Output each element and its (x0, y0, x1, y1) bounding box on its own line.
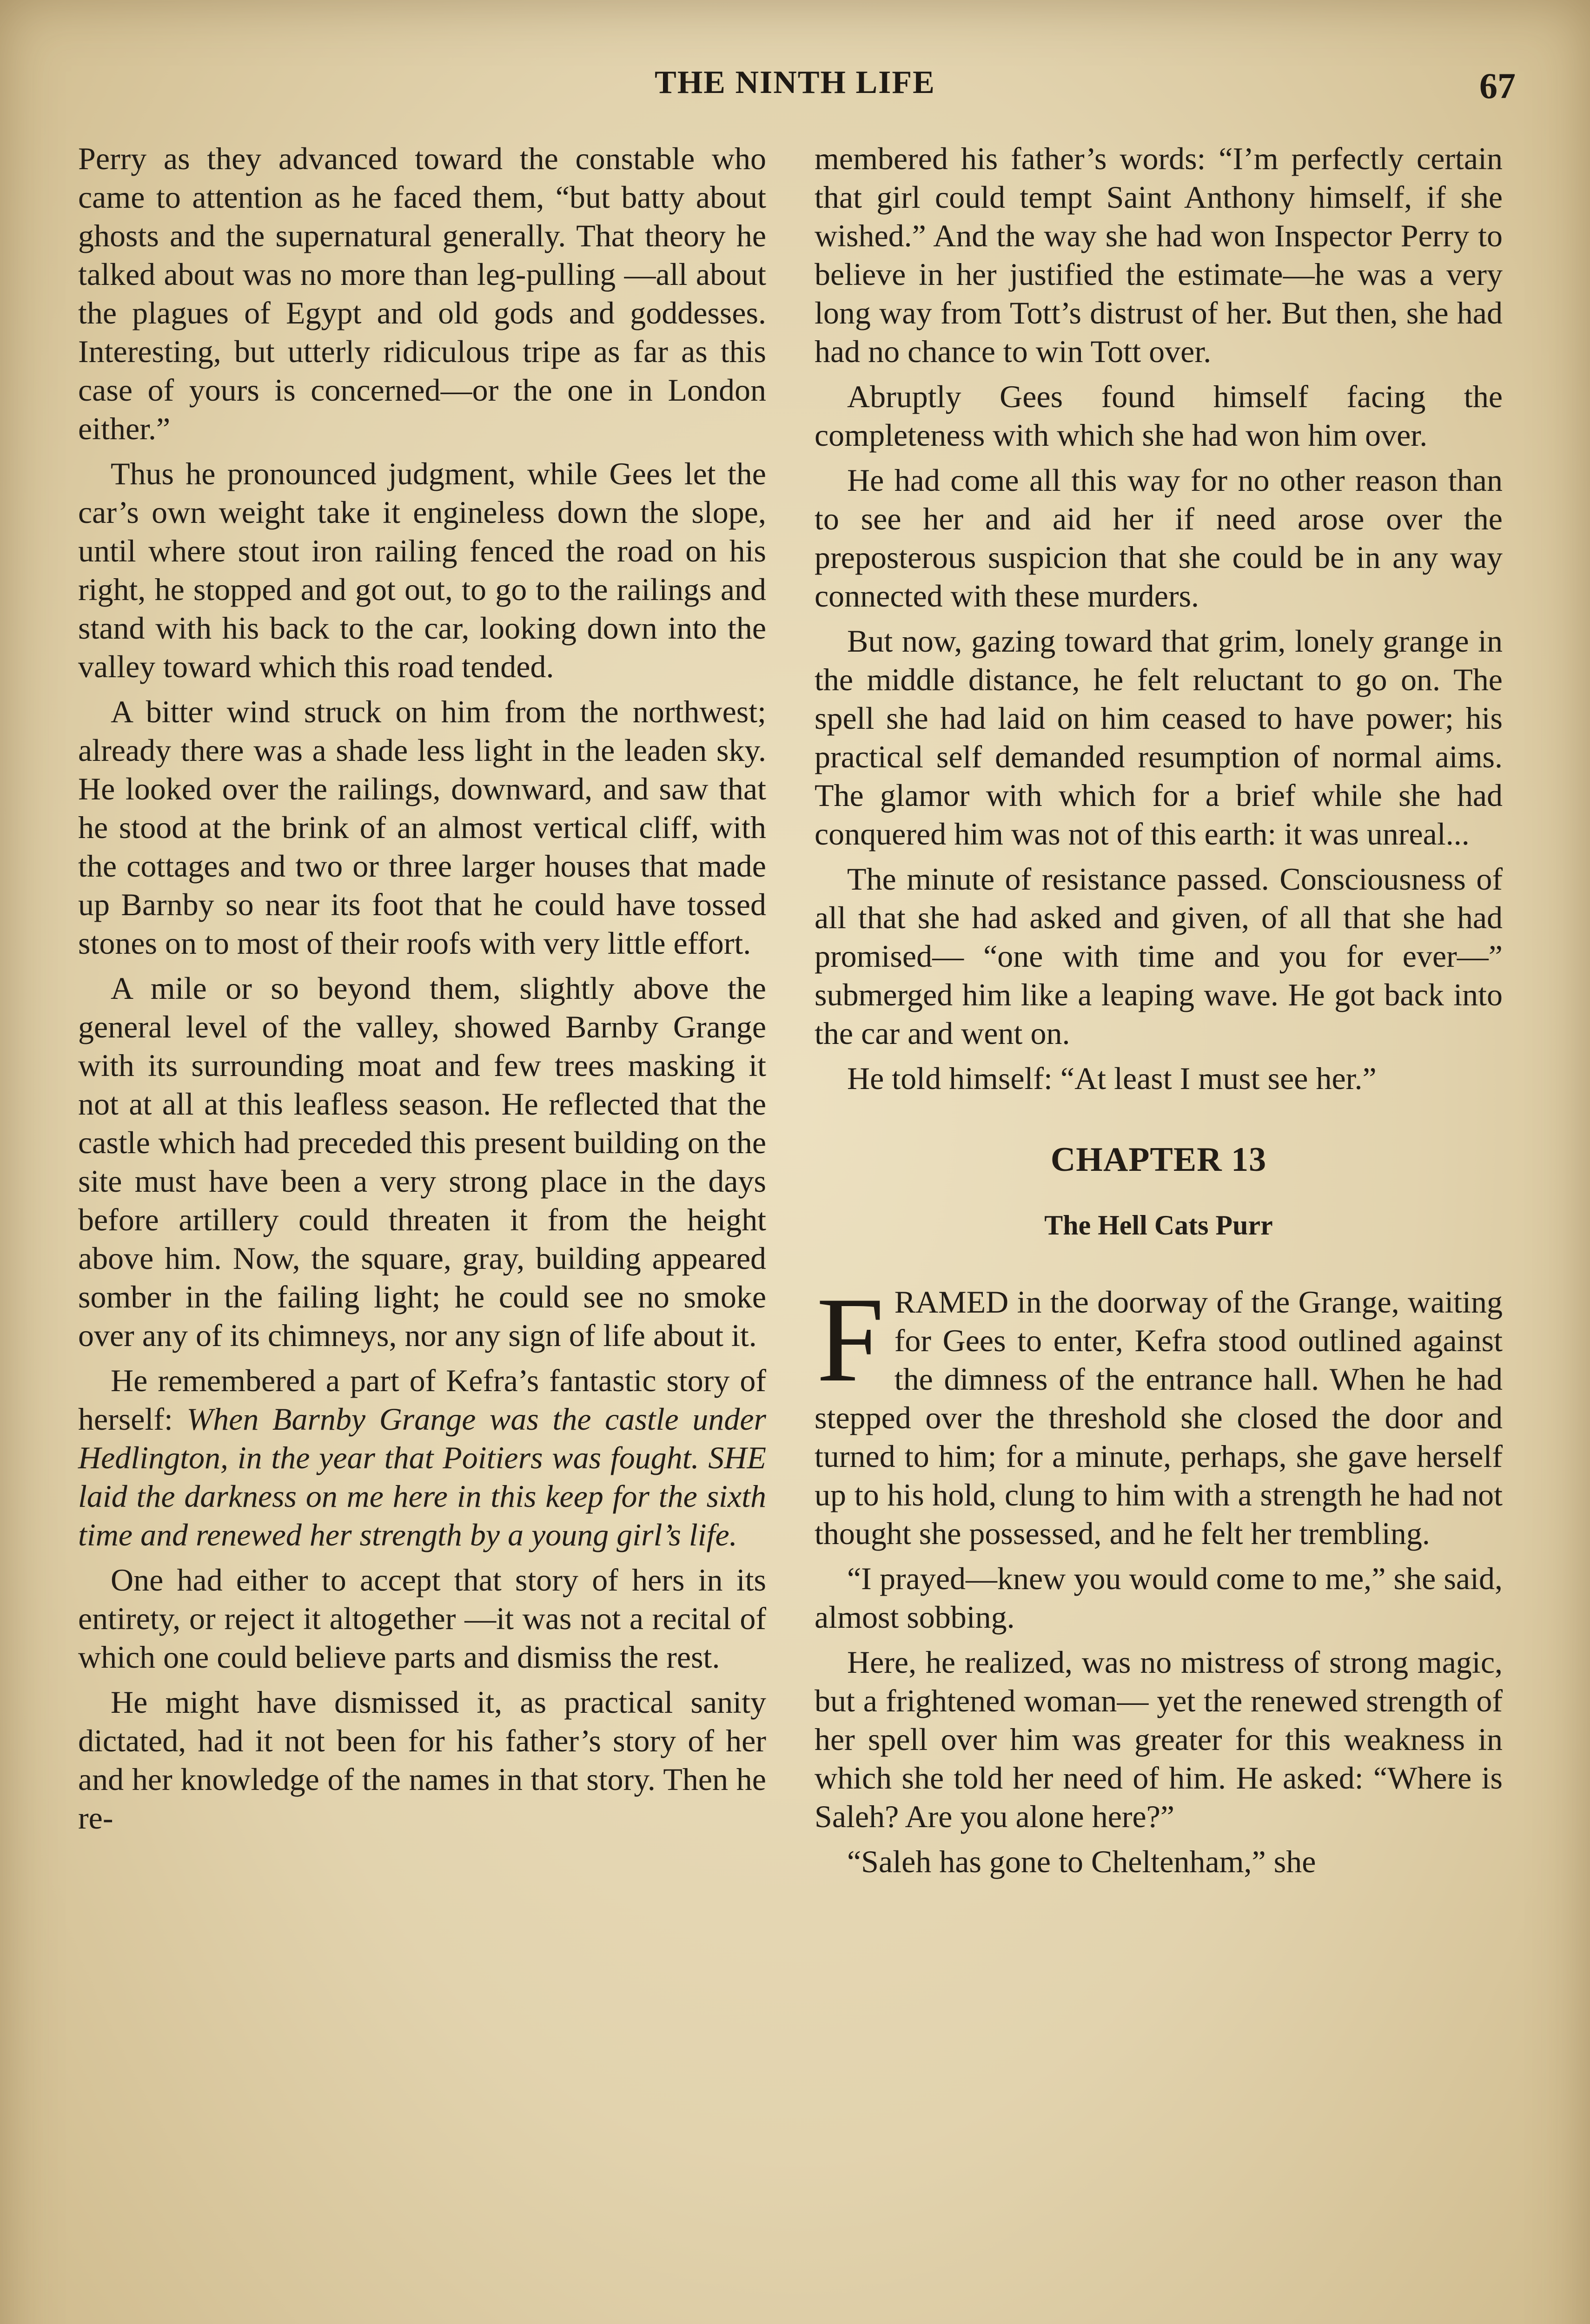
paragraph: “I prayed—knew you would come to me,” she said, almost sobbing. (815, 1561, 1503, 1635)
paragraph: Perry as they advanced toward the constable who came to attention as he faced them, “but batty about ghosts and the supernatural generally. That theory he talked about was no more than leg-pulling —all about the plagues of Egypt and old gods and goddesses. Interesting, but utterly ridiculous tripe as far as this case of yours is concerned—or the one in London either.” (78, 141, 766, 446)
chapter-subtitle: The Hell Cats Purr (1044, 1210, 1273, 1241)
paragraph: But now, gazing toward that grim, lonely grange in the middle distance, he felt reluctant to go on. The spell she had laid on him ceased to have power; his practical self demanded resumption of normal aims. The glamor with which for a brief while she had conquered him was not of this earth: it was unreal... (815, 623, 1503, 852)
opening-text: RAMED in the doorway of the Grange, waiting for Gees to enter, Kefra stood outlined against the dimness of the entrance hall. When he had stepped over the threshold she closed the door and turned to him; for a minute, perhaps, she gave herself up to his hold, clung to him with a strength he had not thought she possessed, and he felt her trembling. (815, 1284, 1503, 1551)
paragraph: He told himself: “At least I must see her.” (847, 1061, 1377, 1096)
paragraph: Abruptly Gees found himself facing the completeness with which she had won him over. (815, 379, 1503, 453)
page-number: 67 (1479, 66, 1516, 106)
story-intro: He remembered a part of Kefra’s fantastic story of herself: (78, 1363, 766, 1437)
chapter-title: CHAPTER 13 (1050, 1141, 1267, 1179)
paragraph: Thus he pronounced judgment, while Gees let the car’s own weight take it engineless down the slope, until where stout iron railing fenced the road on his right, he stopped and got out, to go to the railings and stand with his back to the car, looking down into the valley toward which this road tended. (78, 456, 766, 684)
paragraph: “Saleh has gone to Cheltenham,” she (847, 1844, 1316, 1879)
story-quote: When Barnby Grange was the castle under Hedlington, in the year that Poitiers was fought. SHE laid the darkness on me here in this keep for the sixth time and renewed her strength by a young girl’s life. (78, 1401, 766, 1552)
running-title: THE NINTH LIFE (655, 65, 935, 100)
paragraph: Here, he realized, was no mistress of strong magic, but a frightened woman— yet the renewed strength of her spell over him was greater for this weakness in which she told her need of him. He asked: “Where is Saleh? Are you alone here?” (815, 1644, 1503, 1834)
drop-cap: F (816, 1272, 884, 1407)
paragraph: He had come all this way for no other reason than to see her and aid her if need arose over the preposterous suspicion that she could be in any way connected with these murders. (815, 462, 1503, 614)
paragraph-with-quote (78, 1361, 766, 1554)
right-column (815, 139, 1503, 1888)
paragraph: The minute of resistance passed. Consciousness of all that she had asked and given, of all that she had promised— “one with time and you for ever—” submerged him like a leaping wave. He got back into the car and went on. (815, 861, 1503, 1051)
paragraph: A bitter wind struck on him from the northwest; already there was a shade less light in the leaden sky. He looked over the railings, downward, and saw that he stood at the brink of an almost vertical cliff, with the cottages and two or three larger houses that made up Barnby so near its foot that he could have tossed stones on to most of their roofs with very little effort. (78, 694, 766, 961)
paragraph: One had either to accept that story of hers in its entirety, or reject it altogether —it was not a recital of which one could believe parts and dismiss the rest. (78, 1562, 766, 1675)
paragraph: membered his father’s words: “I’m perfectly certain that girl could tempt Saint Anthony himself, if she wished.” And the way she had won Inspector Perry to believe in her justified the estimate—he was a very long way from Tott’s distrust of her. But then, she had had no chance to win Tott over. (815, 141, 1503, 369)
paragraph: He might have dismissed it, as practical sanity dictated, had it not been for his father’s story of her and her knowledge of the names in that story. Then he re- (78, 1684, 766, 1835)
chapter-opening-paragraph (815, 1272, 1503, 1553)
left-column (78, 139, 766, 1844)
paragraph: A mile or so beyond them, slightly above the general level of the valley, showed Barnby Grange with its surrounding moat and few trees masking it not at all at this leafless season. He reflected that the castle which had preceded this present building on the site must have been a very strong place in the days before artillery could threaten it from the height above him. Now, the square, gray, building appeared somber in the failing light; he could see no smoke over any of its chimneys, nor any sign of life about it. (78, 971, 766, 1353)
